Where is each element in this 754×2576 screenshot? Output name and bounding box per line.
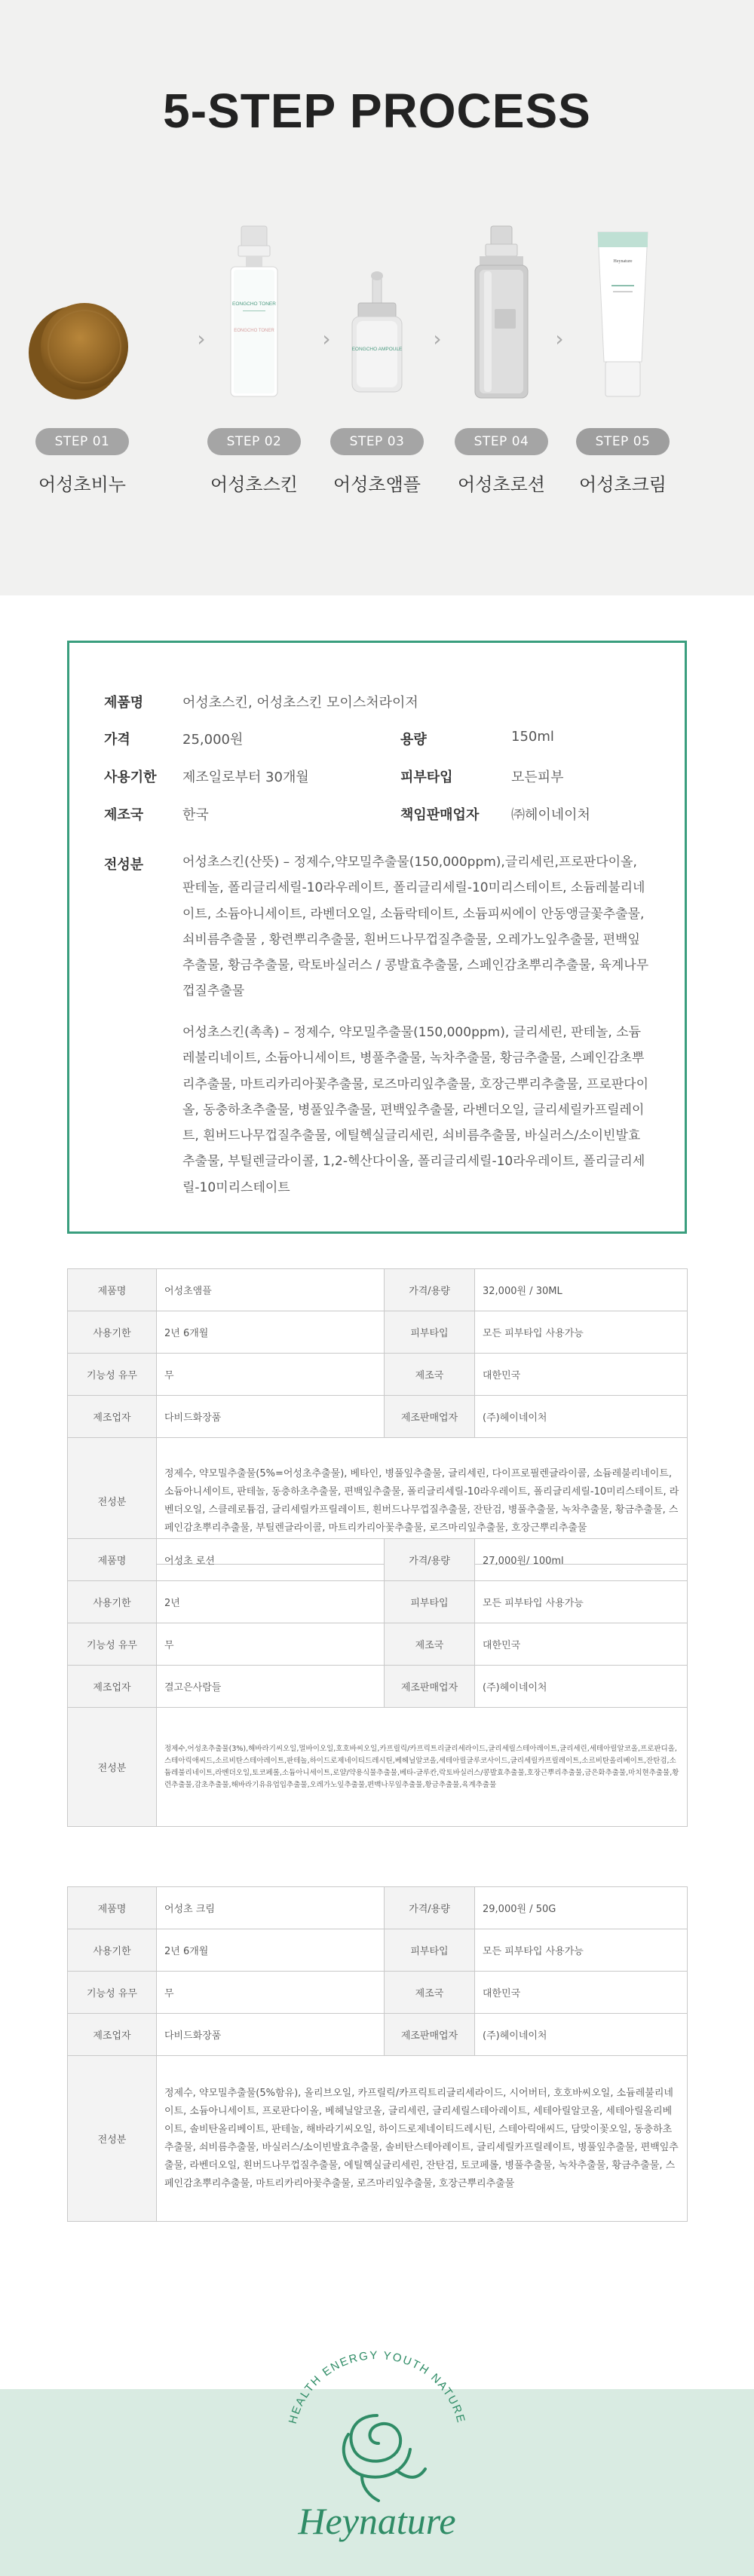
table-value: 27,000원/ 100ml [475, 1539, 688, 1581]
table-ingredients: 정제수, 약모밀추출물(5%=어성초추출물), 베타인, 병풀잎추출물, 글리세린, 다이프로필렌글라이콜, 소듐레불리네이트, 소듐아니세이트, 판테놀, 동충하초추출물, 편백잎추출물, 폴리글리세릴-10라우레이트, 폴리글리세릴-10미리스테이트, 라벤더오일, 스클레로튬검, 글리세릴카프릴레이트, 흰버드나무껍질추출물, 잔탄검, 병풀추출물, 녹차추출물, 황금추출물, 스페인감초뿌리추출물, 부틸렌글라이콜, 마트리카리아꽃추출물, 로즈마리잎추출물, 호장근뿌리추출물 [157, 1438, 688, 1565]
table-label: 제품명 [68, 1539, 157, 1581]
lotion-image [437, 219, 566, 399]
table-value: 대한민국 [475, 1354, 688, 1396]
table-value: 대한민국 [475, 1623, 688, 1666]
logo-brand-text: Heynature [298, 2500, 456, 2542]
table-label: 제조국 [385, 1623, 475, 1666]
table-label: 제조국 [385, 1972, 475, 2014]
step-label: STEP 04 [455, 428, 548, 455]
chevron-right-icon: › [197, 326, 206, 351]
table-label: 기능성 유무 [68, 1972, 157, 2014]
cream-image [559, 219, 687, 399]
ingredients-label: 전성분 [104, 857, 144, 873]
table-label: 가격/용량 [385, 1269, 475, 1311]
table-value: 어성초 로션 [157, 1539, 385, 1581]
table-label: 피부타입 [385, 1929, 475, 1972]
step-toner [190, 219, 318, 520]
table-value: 다비드화장품 [157, 2014, 385, 2056]
price-value: 25,000원 [182, 732, 244, 748]
step-name: 어성초비누 [38, 474, 126, 495]
table-value: 2년 6개월 [157, 1311, 385, 1354]
spec-main [67, 641, 687, 1234]
table-value: 무 [157, 1354, 385, 1396]
table-label: 기능성 유무 [68, 1354, 157, 1396]
table-value: 대한민국 [475, 1972, 688, 2014]
logo-arc-text: HEALTH ENERGY YOUTH NATURE [286, 2348, 468, 2425]
table-label: 제조업자 [68, 1666, 157, 1708]
country-label: 제조국 [104, 807, 144, 823]
table-label: 제조판매업자 [385, 1396, 475, 1438]
expiry-value: 제조일로부터 30개월 [182, 769, 309, 785]
table-value: 모든 피부타입 사용가능 [475, 1581, 688, 1623]
volume-value: 150ml [511, 729, 554, 745]
expiry-label: 사용기한 [104, 769, 157, 785]
table-label: 전성분 [68, 1438, 157, 1565]
price-label: 가격 [104, 732, 130, 748]
table-label: 전성분 [68, 2056, 157, 2222]
skin-label: 피부타입 [400, 769, 453, 785]
soap-image [18, 219, 146, 399]
seller-label: 책임판매업자 [400, 807, 480, 823]
step-name: 어성초로션 [458, 474, 545, 495]
step-name: 어성초스킨 [210, 474, 298, 495]
product-label: 제품명 [104, 695, 144, 711]
table-label: 기능성 유무 [68, 1623, 157, 1666]
toner-body-text: EONGCHO TONER [234, 329, 274, 333]
product-value: 어성초스킨, 어성초스킨 모이스처라이저 [182, 695, 418, 711]
table-label: 제조국 [385, 1354, 475, 1396]
table-value: 32,000원 / 30ML [475, 1269, 688, 1311]
table-label: 사용기한 [68, 1929, 157, 1972]
table-label: 제조업자 [68, 2014, 157, 2056]
table-label: 피부타입 [385, 1311, 475, 1354]
table-value: (주)헤이네이처 [475, 2014, 688, 2056]
table-label: 가격/용량 [385, 1539, 475, 1581]
table-ingredients: 정제수, 약모밀추출물(5%함유), 올리브오일, 카프릴릭/카프릭트리글리세라이드, 시어버터, 호호바씨오일, 소듐레불리네이트, 소듐아니세이트, 프로판다이올, 베헤닐알코올, 글리세린, 글리세릴스테아레이트, 세테아릴알코올, 세테아릴올리베이트, 솔비탄올리베이트, 판테놀, 해바라기씨오일, 하이드로제네이티드레시틴, 스테아릭애씨드, 담맞이꽃오일, 동충하초추출물, 쇠비름추출물, 바실러스/소이빈발효추출물, 솔비탄스테아레이트, 글리세릴카프릴레이트, 병풀잎추출물, 편백잎추출물, 라벤더오일, 흰버드나무껍질추출물, 에틸헥실글리세린, 잔탄검, 토코페롤, 병풀추출물, 녹차추출물, 황금추출물, 스페인감초뿌리추출물, 마트리카리아꽃추출물, 로즈마리잎추출물, 호장근뿌리추출물 [157, 2056, 688, 2222]
table-value: 무 [157, 1972, 385, 2014]
table-label: 사용기한 [68, 1581, 157, 1623]
ingredients-fresh: 어성초스킨(산뜻) – 정제수,약모밀추출물(150,000ppm),글리세린,프로판다이올, 판테놀, 폴리글리세릴-10라우레이트, 폴리글리세릴-10미리스테이트, 소듐레불리네이트, 소듐아니세이트, 라벤더오일, 소듐락테이트, 소듐피씨에이 안동앵글꽃추출물, 쇠비름추출물 , 황련뿌리추출물, 흰버드나무껍질추출물, 오레가노잎추출물, 편백잎추출물, 황금추출물, 락토바실러스 / 콩발효추출물, 스페인감초뿌리추출물, 육계나무껍질추출물 [182, 855, 649, 999]
table-value: 결고은사람들 [157, 1666, 385, 1708]
volume-label: 용량 [400, 732, 427, 748]
skin-value: 모든피부 [511, 769, 564, 785]
toner-image [190, 219, 318, 399]
table-label: 피부타입 [385, 1581, 475, 1623]
table-value: 29,000원 / 50G [475, 1887, 688, 1929]
table-label: 제조업자 [68, 1396, 157, 1438]
table-value: 2년 [157, 1581, 385, 1623]
step-name: 어성초크림 [579, 474, 667, 495]
chevron-right-icon: › [555, 326, 564, 351]
table-label: 사용기한 [68, 1311, 157, 1354]
table-ingredients: 정제수,어성초추출물(3%),해바라기씨오일,멀바이오일,호호바씨오일,카프릴릭/카프릭트리글리세라이드,글리세릴스테아레이트,글리세린,세테아릴알코올,프로판디올,스테아릭애씨드,소르비탄스테아레이트,판테놀,하이드로제네이티드레시틴,베헤닐알코올,세테아릴글루코사이드,글리세릴카프릴레이트,소르비탄올리베이트,잔탄검,소듐레불리네이트,라벤더오일,토코페롤,소듐아니세이트,로얄/약용식물추출물,베타-글루칸,락토바실러스/콩발효추출물,호장근뿌리추출물,금은화추출물,마치현추출물,황련추출물,감초추출물,해바라기유유업입추출물,오레가노잎추출물,편백나무잎추출물,황금추출물,육계추출물 [157, 1708, 688, 1827]
table-value: 2년 6개월 [157, 1929, 385, 1972]
table-label: 가격/용량 [385, 1887, 475, 1929]
table-value: (주)헤이네이처 [475, 1666, 688, 1708]
process-section [0, 0, 754, 595]
chevron-right-icon: › [322, 326, 331, 351]
spec-table-lotion [67, 1538, 688, 1827]
step-label: STEP 02 [207, 428, 301, 455]
rose-icon [344, 2415, 425, 2501]
table-value: 다비드화장품 [157, 1396, 385, 1438]
spec-table-cream [67, 1886, 688, 2222]
table-label: 제조판매업자 [385, 1666, 475, 1708]
step-ampoule [313, 219, 441, 520]
seller-value: ㈜헤이네이처 [511, 807, 590, 823]
table-label: 제품명 [68, 1887, 157, 1929]
table-label: 제품명 [68, 1269, 157, 1311]
table-value: 어성초 크림 [157, 1887, 385, 1929]
table-value: 모든 피부타입 사용가능 [475, 1929, 688, 1972]
table-label: 제조판매업자 [385, 2014, 475, 2056]
ampoule-image [313, 219, 441, 399]
table-label: 전성분 [68, 1708, 157, 1827]
ampoule-brand-text: EONGCHO AMPOULE [351, 347, 403, 352]
step-label: STEP 03 [330, 428, 424, 455]
step-soap [18, 219, 146, 520]
step-cream [559, 219, 687, 520]
step-label: STEP 05 [576, 428, 670, 455]
step-label: STEP 01 [35, 428, 129, 455]
chevron-right-icon: › [433, 326, 442, 351]
ingredients-moist: 어성초스킨(촉촉) – 정제수, 약모밀추출물(150,000ppm), 글리세린, 판테놀, 소듐레불리네이트, 소듐아니세이트, 병풀추출물, 녹차추출물, 황금추출물, 스페인감초뿌리추출물, 마트리카리아꽃추출물, 로즈마리잎추출물, 호장근뿌리추출물, 프로판다이올, 동충하초추출물, 병풀잎추출물, 편백잎추출물, 라벤더오일, 글리세릴카프릴레이트, 흰버드나무껍질추출물, 에틸헥실글리세린, 쇠비름추출물, 바실러스/소이빈발효추출물, 부틸렌글라이콜, 1,2-헥산다이올, 폴리글리세릴-10라우레이트, 폴리글리세릴-10미리스테이트 [182, 1025, 648, 1195]
table-value: 무 [157, 1623, 385, 1666]
cream-brand-text: Heynature [613, 259, 633, 264]
table-value: 어성초앰플 [157, 1269, 385, 1311]
country-value: 한국 [182, 807, 209, 823]
toner-brand-text: EONGCHO TONER [232, 301, 276, 307]
brand-logo [249, 2336, 505, 2562]
process-title: 5-STEP PROCESS [163, 84, 591, 138]
table-value: (주)헤이네이처 [475, 1396, 688, 1438]
step-name: 어성초앰플 [333, 474, 421, 495]
step-lotion [437, 219, 566, 520]
spec-table-ampoule [67, 1268, 688, 1565]
table-value: 모든 피부타입 사용가능 [475, 1311, 688, 1354]
